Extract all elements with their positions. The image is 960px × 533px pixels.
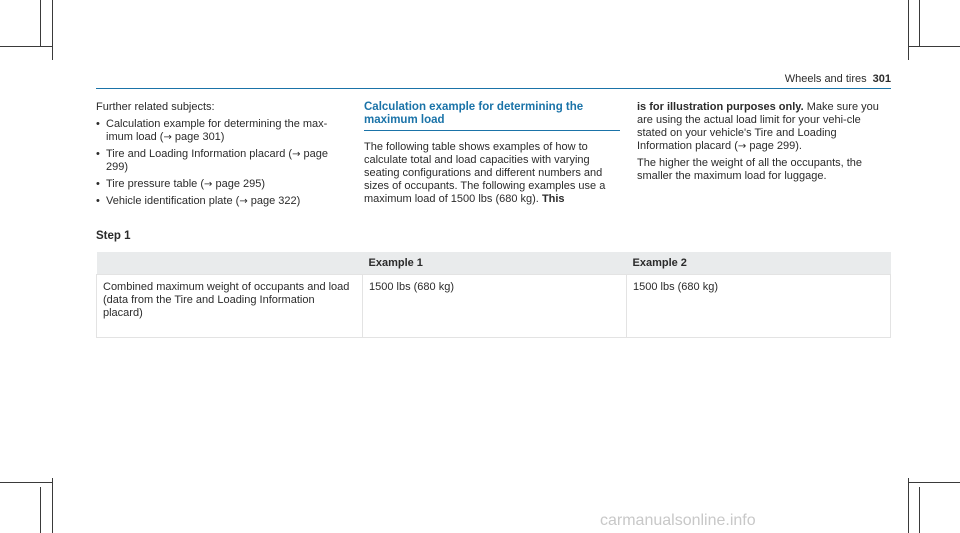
- table-header: Example 2: [627, 252, 891, 275]
- crop-mark: [908, 46, 960, 47]
- watermark: carmanualsonline.info: [600, 512, 756, 529]
- page-link[interactable]: page 301): [174, 131, 225, 143]
- illustration-note: [637, 101, 889, 187]
- crop-mark: [40, 0, 41, 46]
- section-heading: Calculation example for determining the maximum load: [364, 101, 584, 126]
- arrow-right-icon: →: [204, 179, 213, 190]
- bullet-icon: •: [96, 178, 100, 190]
- table-cell: 1500 lbs (680 kg): [363, 275, 627, 338]
- list-item: • Calculation example for determining the max-imum load (→ page 301): [96, 118, 328, 143]
- crop-mark: [919, 0, 920, 46]
- page-header: [785, 73, 891, 85]
- page-link[interactable]: page 299).: [749, 140, 802, 152]
- luggage-paragraph: The higher the weight of all the occupants, the smaller the maximum load for luggage.: [637, 157, 863, 182]
- table-cell: 1500 lbs (680 kg): [627, 275, 891, 338]
- step-heading: Step 1: [96, 230, 131, 242]
- calculation-section: [364, 101, 620, 210]
- heading-rule: [364, 130, 620, 131]
- page-number: 301: [872, 73, 891, 85]
- page-link[interactable]: page 322): [250, 195, 301, 207]
- crop-mark: [908, 482, 960, 483]
- page-link[interactable]: page 295): [215, 178, 266, 190]
- table-cell: Combined maximum weight of occupants and load (data from the Tire and Loading Information placard): [97, 275, 363, 338]
- list-item: • Tire pressure table (→ page 295): [96, 178, 266, 190]
- arrow-right-icon: →: [737, 141, 747, 152]
- arrow-right-icon: →: [163, 132, 172, 143]
- related-intro: Further related subjects:: [96, 101, 215, 113]
- arrow-right-icon: →: [292, 149, 301, 160]
- table-header-row: [97, 252, 891, 275]
- bullet-icon: •: [96, 118, 100, 130]
- related-list: [96, 118, 346, 208]
- load-table: [96, 252, 891, 338]
- bullet-icon: •: [96, 148, 100, 160]
- page-link[interactable]: page 299): [106, 148, 329, 173]
- table-header: Example 1: [363, 252, 627, 275]
- list-item: • Tire and Loading Information placard (→ page 299): [96, 148, 329, 173]
- section-title: Wheels and tires: [784, 73, 867, 85]
- note-paragraph: is for illustration purposes only. Make sure you are using the actual load limit for your vehi-cle stated on your vehicle's Tire and Loading Information placard (→ page 299).: [637, 101, 879, 152]
- crop-mark: [52, 478, 53, 533]
- crop-mark: [40, 487, 41, 533]
- calc-paragraph: The following table shows examples of how to calculate total and load capacities with varying seating configurations and different numbers and sizes of occupants. The following examples use a maximum load of 1500 lbs (680 kg). This: [364, 141, 606, 205]
- table-row: [97, 275, 891, 338]
- crop-mark: [919, 487, 920, 533]
- bullet-icon: •: [96, 195, 100, 207]
- related-subjects: [96, 101, 346, 212]
- crop-mark: [52, 0, 53, 60]
- header-rule: [96, 88, 891, 89]
- table-header: [97, 252, 363, 275]
- arrow-right-icon: →: [239, 196, 248, 207]
- crop-mark: [908, 0, 909, 60]
- crop-mark: [0, 46, 52, 47]
- crop-mark: [908, 478, 909, 533]
- list-item: • Vehicle identification plate (→ page 322): [96, 195, 301, 207]
- crop-mark: [0, 482, 52, 483]
